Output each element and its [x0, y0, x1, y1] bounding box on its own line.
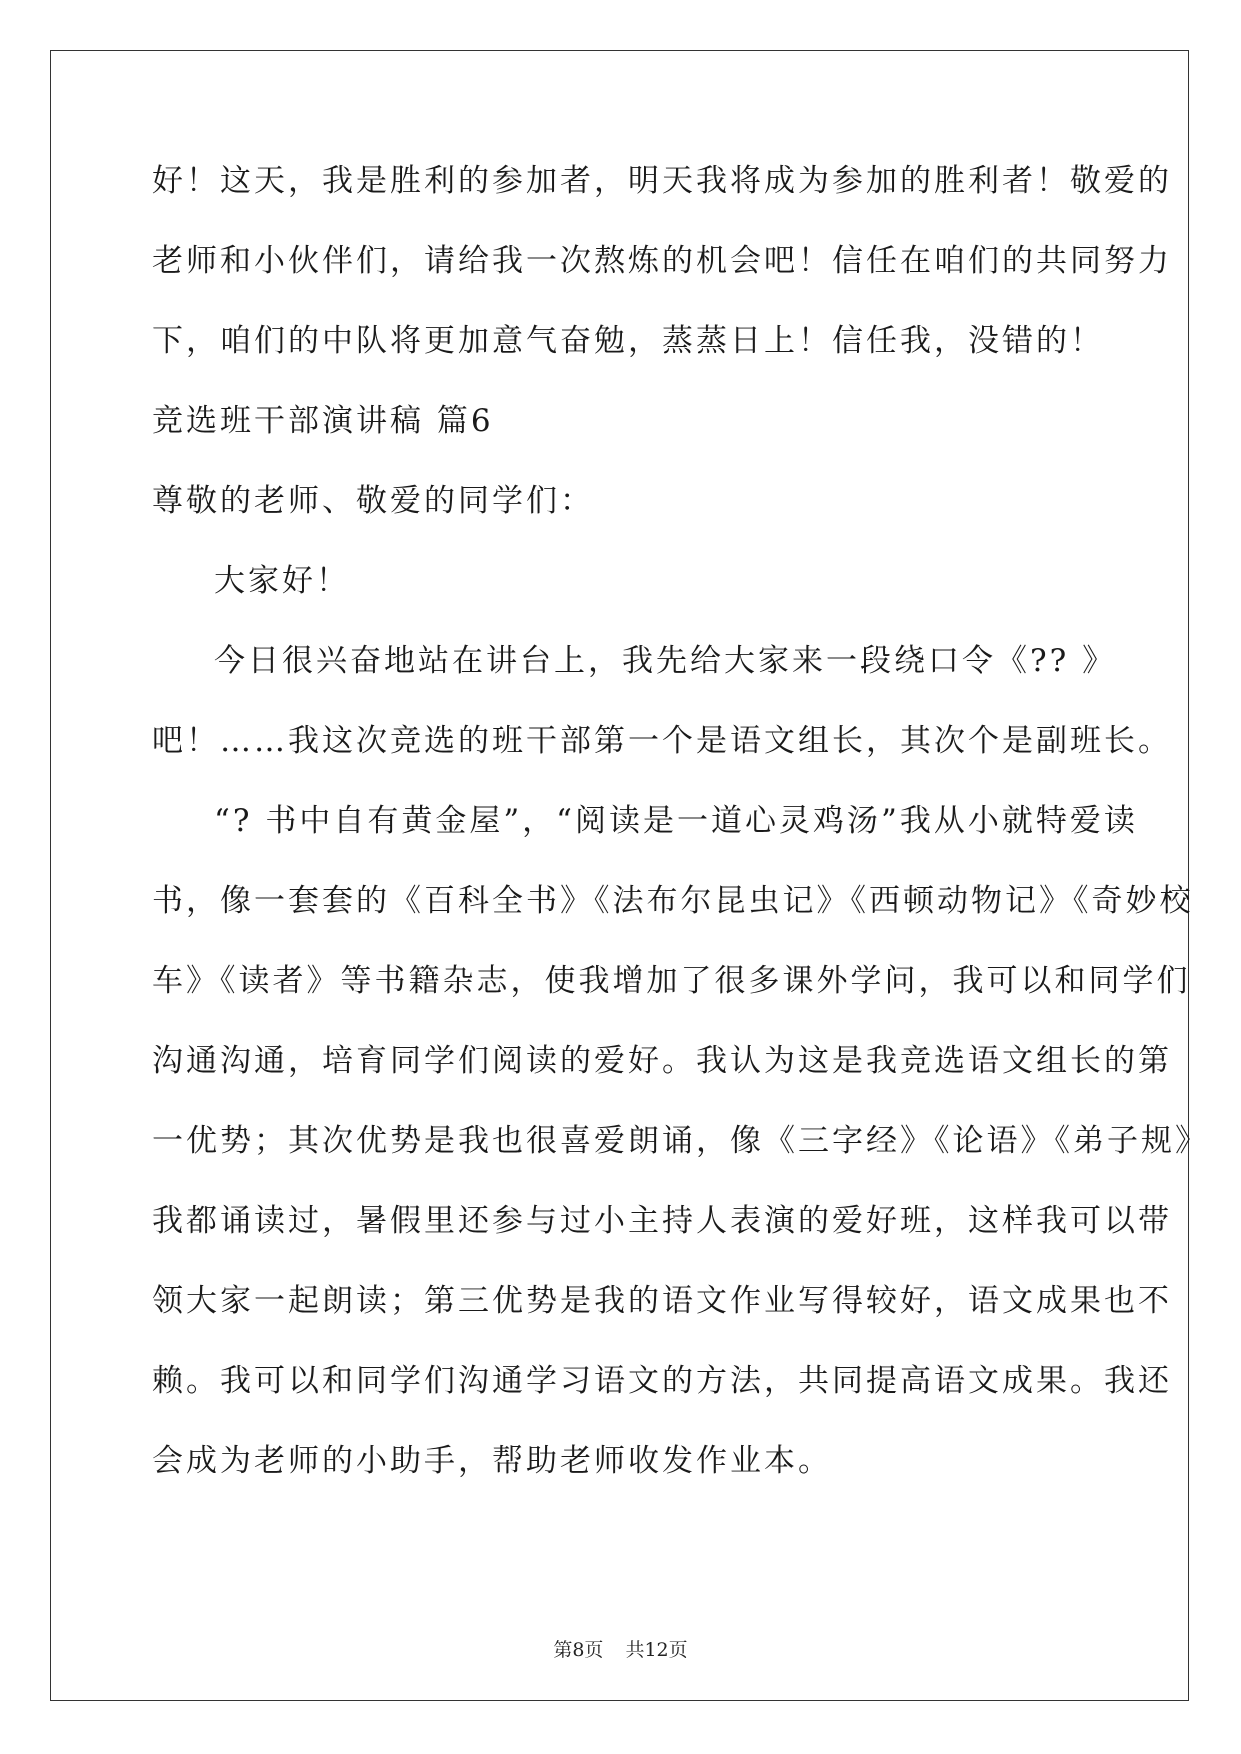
text-line: 老师和小伙伴们，请给我一次熬炼的机会吧！信任在咱们的共同努力 [152, 243, 1172, 279]
text-line: 我都诵读过，暑假里还参与过小主持人表演的爱好班，这样我可以带 [152, 1203, 1172, 1239]
page-footer [0, 1638, 1241, 1662]
text-line: 书，像一套套的《百科全书》《法布尔昆虫记》《西顿动物记》《奇妙校 [152, 883, 1194, 919]
text-line: 领大家一起朗读；第三优势是我的语文作业写得较好，语文成果也不 [152, 1283, 1172, 1319]
text-line: 今日很兴奋地站在讲台上，我先给大家来一段绕口令《?? 》 [214, 643, 1117, 679]
text-line: 沟通沟通，培育同学们阅读的爱好。我认为这是我竞选语文组长的第 [152, 1043, 1172, 1079]
text-line: 会成为老师的小助手，帮助老师收发作业本。 [152, 1443, 832, 1479]
page-total: 共12页 [625, 1639, 688, 1661]
text-line: 车》《读者》等书籍杂志，使我增加了很多课外学问，我可以和同学们 [152, 963, 1191, 999]
text-line: 吧！……我这次竞选的班干部第一个是语文组长，其次个是副班长。 [152, 723, 1172, 759]
text-line: 赖。我可以和同学们沟通学习语文的方法，共同提高语文成果。我还 [152, 1363, 1172, 1399]
document-body [152, 162, 1209, 1522]
text-line: 好！这天，我是胜利的参加者，明天我将成为参加的胜利者！敬爱的 [152, 163, 1172, 199]
text-line: “? 书中自有黄金屋”，“阅读是一道心灵鸡汤”我从小就特爱读 [214, 803, 1138, 839]
text-line: 大家好！ [214, 563, 350, 599]
text-line: 尊敬的老师、敬爱的同学们： [152, 483, 594, 519]
text-line: 一优势；其次优势是我也很喜爱朗诵，像《三字经》《论语》《弟子规》 [152, 1123, 1209, 1159]
text-line: 竞选班干部演讲稿 篇6 [152, 403, 494, 439]
page-number: 第8页 [553, 1639, 604, 1661]
text-line: 下，咱们的中队将更加意气奋勉，蒸蒸日上！信任我，没错的！ [152, 323, 1104, 359]
